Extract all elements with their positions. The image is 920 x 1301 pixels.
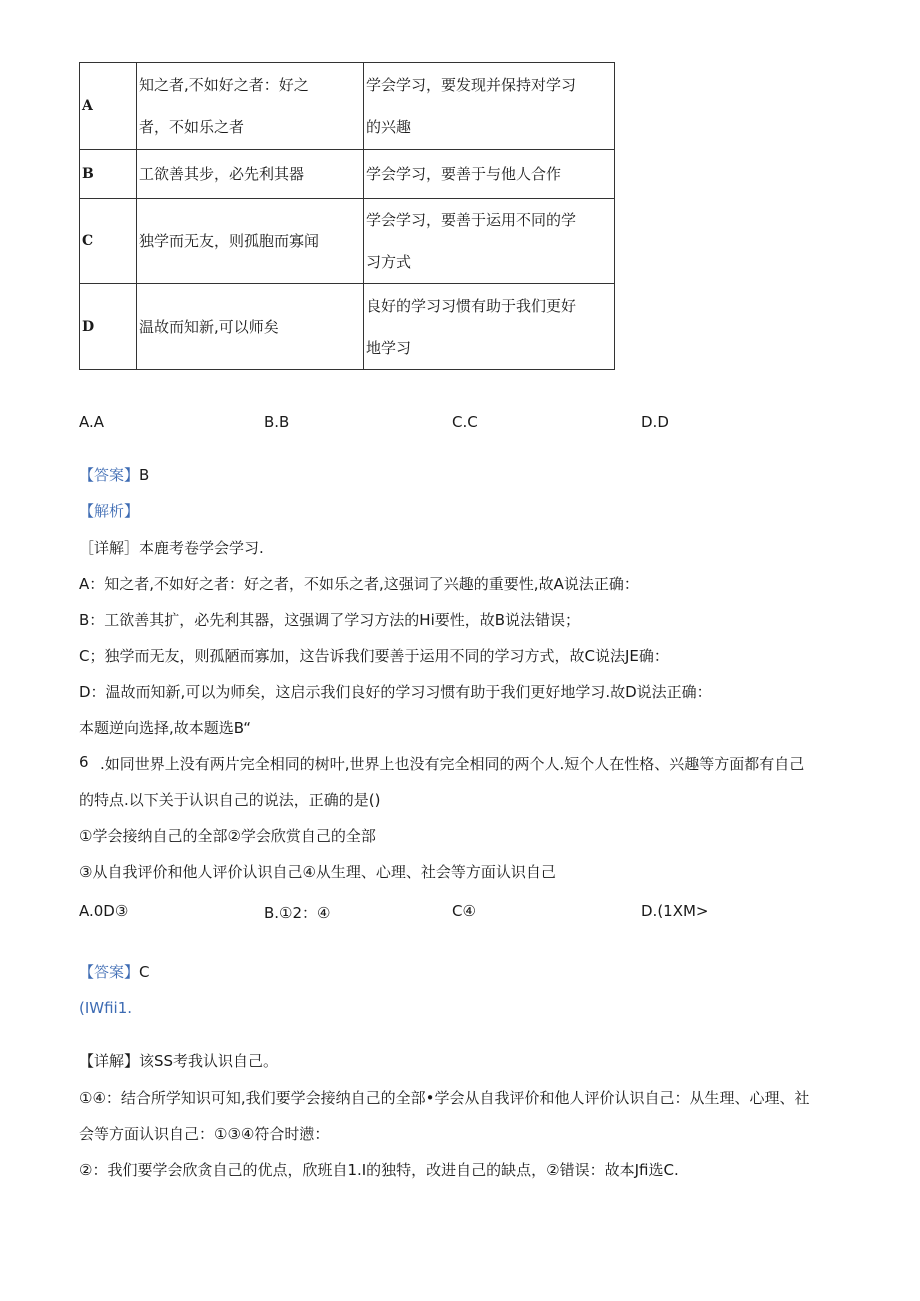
row-meaning [364,63,615,150]
quote-line: 温故而知新,可以师矣 [139,317,279,336]
row-meaning [364,150,615,199]
table-row [80,199,615,284]
quote-line: 独学而无友，则孤胞而寡闻 [139,232,320,250]
table-row [80,284,615,370]
explanation-line: B：工欲善其扩，必先利其器，这强调了学习方法的Hi要性，故B说法错误； [79,611,581,629]
meaning-line: 的兴趣 [366,118,412,136]
row-meaning [364,199,615,284]
answer-label: 【答案】 [79,963,140,981]
question-number: 6 [79,753,89,771]
quote-line: 知之者,不如好之者：好之 [139,76,309,94]
row-quote [137,150,364,199]
explanation-line: 【详解】该SS考我认识自己。 [79,1052,279,1070]
option-a: A.A [79,413,105,431]
explanation-line: ①④：结合所学知识可知,我们要学会接纳自己的全部•学会从自我评价和他人评价认识自己：从生理、心理、社 [79,1089,810,1107]
option-c: C.C [452,413,478,431]
analysis-label: 【解析】 [79,502,140,520]
row-letter: D [80,284,137,370]
quote-line: 工欲善其步，必先利其器 [139,165,305,183]
row-quote [137,63,364,150]
answer-line [79,961,150,982]
answer-value: B [139,466,150,484]
row-letter: A [80,63,137,150]
question-table [79,62,615,370]
option-d: D.D [641,413,669,431]
explanation-line: ［详解］本鹿考卷学会学习. [79,539,264,557]
meaning-line: 习方式 [366,253,412,271]
row-letter: C [80,199,137,284]
question-stem: 的特点.以下关于认识自己的说法，正确的是() [79,791,381,809]
explanation-line: D：温故而知新,可以为师矣，这启示我们良好的学习习惯有助于我们更好地学习.故D说法正确： [79,683,712,701]
row-letter: B [80,150,137,199]
table-row [80,63,615,150]
option-d: D.(1XM> [641,902,709,920]
meaning-line: 学会学习，要发现并保持对学习 [366,76,577,94]
explanation-line: 会等方面认识自己：①③④符合时懑： [79,1125,330,1143]
answer-value: C [139,963,150,981]
option-a: A.0D③ [79,902,129,920]
question-item: ①学会接纳自己的全部②学会欣赏自己的全部 [79,827,376,845]
explanation-line: ②：我们要学会欣贪自己的优点，欣班自1.I的独特，改进自己的缺点，②错误：故本Jfi选C. [79,1161,679,1179]
answer-label: 【答案】 [79,466,140,484]
answer-line [79,464,149,485]
option-c: C④ [452,902,476,920]
explanation-line: C；独学而无友，则孤陋而寡加，这告诉我们要善于运用不同的学习方式，故C说法JE确： [79,647,669,665]
meaning-line: 地学习 [366,338,412,357]
meaning-line: 学会学习，要善于运用不同的学 [366,211,577,229]
row-quote [137,284,364,370]
row-quote [137,199,364,284]
question-stem: .如同世界上没有两片完全相同的树叶,世界上也没有完全相同的两个人.短个人在性格、兴趣等方面都有自己 [100,755,805,773]
question-item: ③从自我评价和他人评价认识自己④从生理、心理、社会等方面认识自己 [79,863,556,881]
option-b: B.①2：④ [264,904,331,922]
table-row [80,150,615,199]
option-b: B.B [264,413,290,431]
row-meaning [364,284,615,370]
meaning-line: 学会学习，要善于与他人合作 [366,165,562,183]
analysis-label: (IWfii1. [79,999,133,1017]
quote-line: 者，不如乐之者 [139,118,245,136]
meaning-line: 良好的学习习惯有助于我们更好 [366,296,577,315]
explanation-line: 本题逆向选择,故本题选B“ [79,719,252,737]
explanation-line: A：知之者,不如好之者：好之者，不如乐之者,这强词了兴趣的重要性,故A说法正确： [79,575,639,593]
